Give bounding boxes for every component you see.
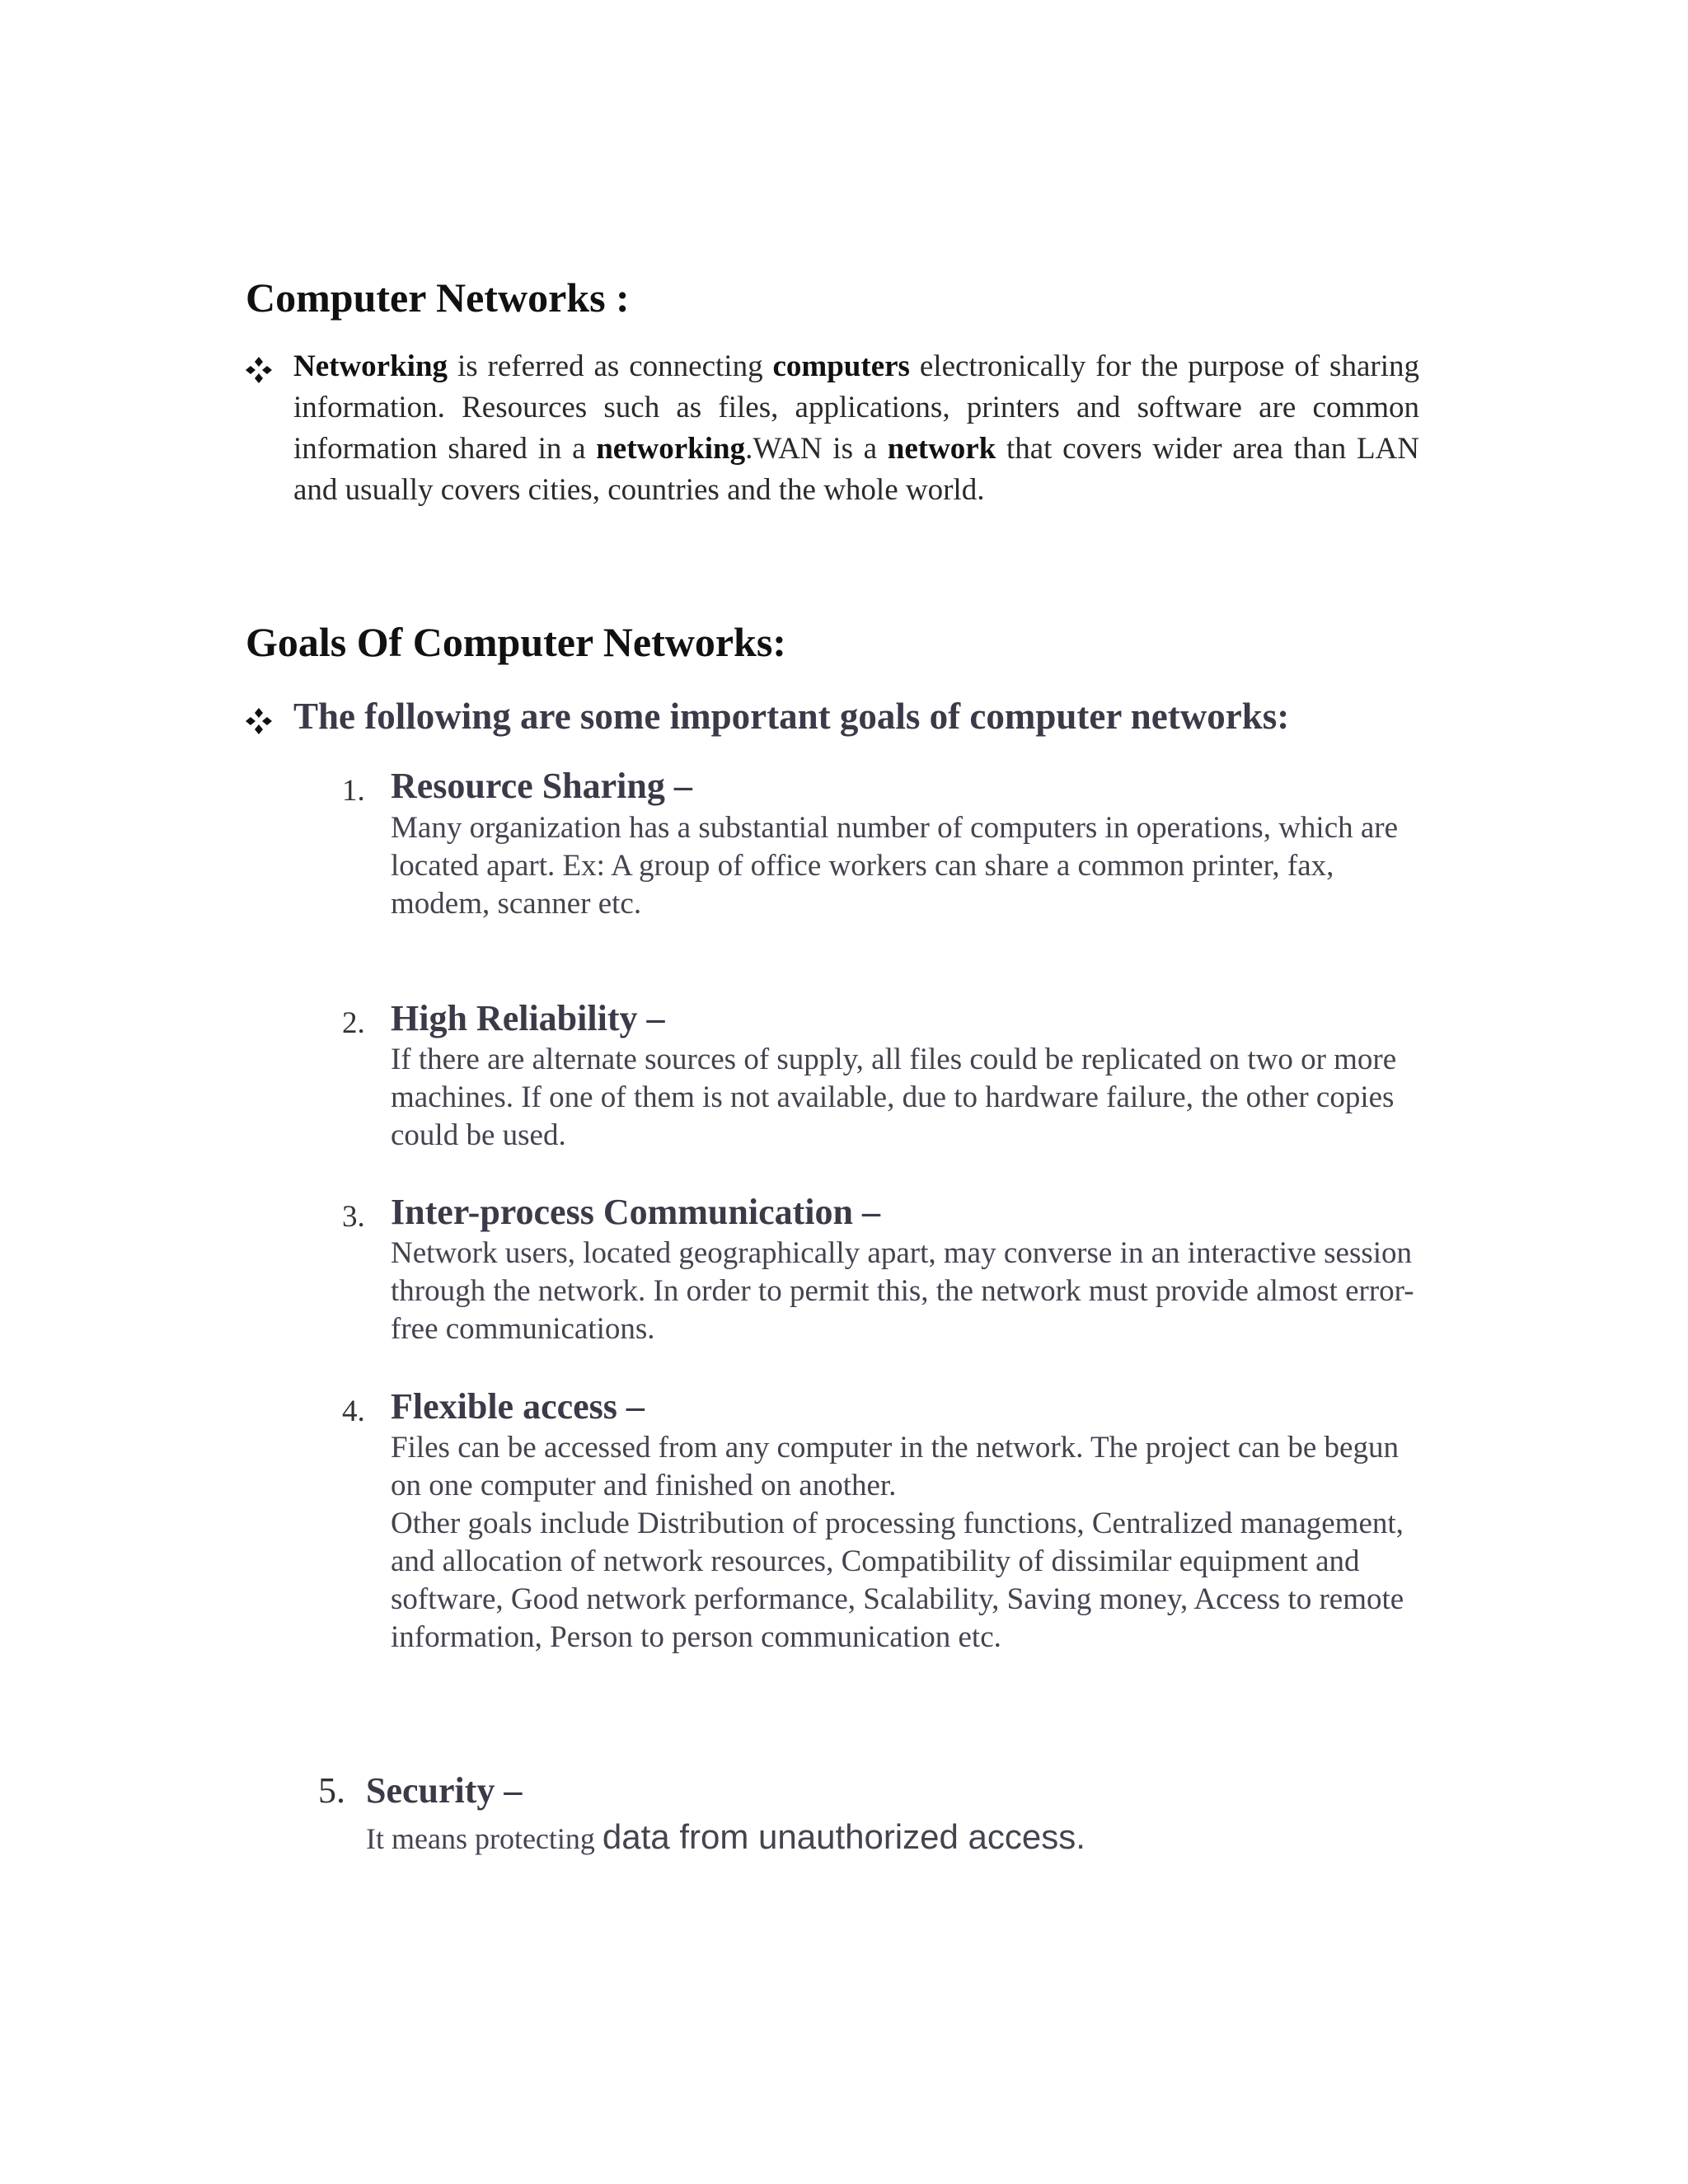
- paragraph-text: is referred as connecting: [448, 349, 773, 383]
- goal-body-inter-process-communication: [391, 1235, 1429, 1348]
- goal-title-inter-process-communication: Inter-process Communication –: [391, 1192, 880, 1232]
- goal-body-security: [366, 1817, 1085, 1857]
- four-diamond-icon: [245, 356, 273, 384]
- goals-intro-subheading: The following are some important goals of computer networks:: [293, 696, 1290, 737]
- term-computers: computers: [772, 349, 910, 383]
- goal-title-high-reliability: High Reliability –: [391, 998, 665, 1038]
- heading-goals-of-computer-networks: Goals Of Computer Networks:: [246, 619, 786, 665]
- goal-body-text: If there are alternate sources of supply, all files could be replicated on two or more machines. If one of them is not available, due to hardware failure, the other copies could be used.: [391, 1043, 1397, 1152]
- goal-body-resource-sharing: [391, 809, 1429, 923]
- list-number: 4.: [342, 1394, 365, 1428]
- goal-body-text: Many organization has a substantial number of computers in operations, which are located apart. Ex: A group of office workers can share a common printer, fax, modem, scanner etc.: [391, 811, 1399, 921]
- list-number: 5.: [318, 1770, 345, 1811]
- goal-title-flexible-access: Flexible access –: [391, 1386, 645, 1427]
- term-network: network: [887, 432, 996, 466]
- list-number: 1.: [342, 774, 365, 808]
- heading-computer-networks: Computer Networks :: [246, 274, 630, 321]
- goal-body-flexible-access: [391, 1429, 1429, 1657]
- goal-title-security: Security –: [366, 1770, 523, 1811]
- paragraph-text: electronically for the purpose of sharing information. Resources such as files, applications, printers and software are common information shared in a: [293, 349, 1419, 466]
- goal-body-high-reliability: [391, 1041, 1429, 1155]
- four-diamond-icon: [245, 707, 273, 735]
- security-text-part2: data from unauthorized access.: [602, 1817, 1085, 1856]
- paragraph-text: that covers wider area than LAN and usually covers cities, countries and the whole world.: [293, 432, 1420, 507]
- term-networking: networking: [596, 432, 746, 466]
- goal-body-text: Network users, located geographically apart, may converse in an interactive session through the network. In order to permit this, the network must provide almost error-free communications.: [391, 1236, 1414, 1346]
- paragraph-text: .WAN is a: [745, 432, 888, 466]
- goal-body-text: Files can be accessed from any computer in the network. The project can be begun on one computer and finished on another.: [391, 1431, 1399, 1502]
- list-number: 3.: [342, 1200, 365, 1234]
- term-networking: Networking: [293, 349, 448, 383]
- list-number: 2.: [342, 1006, 365, 1040]
- goal-title-resource-sharing: Resource Sharing –: [391, 766, 692, 806]
- other-goals-text: Other goals include Distribution of processing functions, Centralized management, and allocation of network resources, Compatibility of dissimilar equipment and software, Good network performance, Scalability, Saving money, Access to remote information, Person to person communication etc.: [391, 1507, 1404, 1654]
- networking-definition-paragraph: [293, 346, 1419, 511]
- security-text-part1: It means protecting: [366, 1822, 603, 1855]
